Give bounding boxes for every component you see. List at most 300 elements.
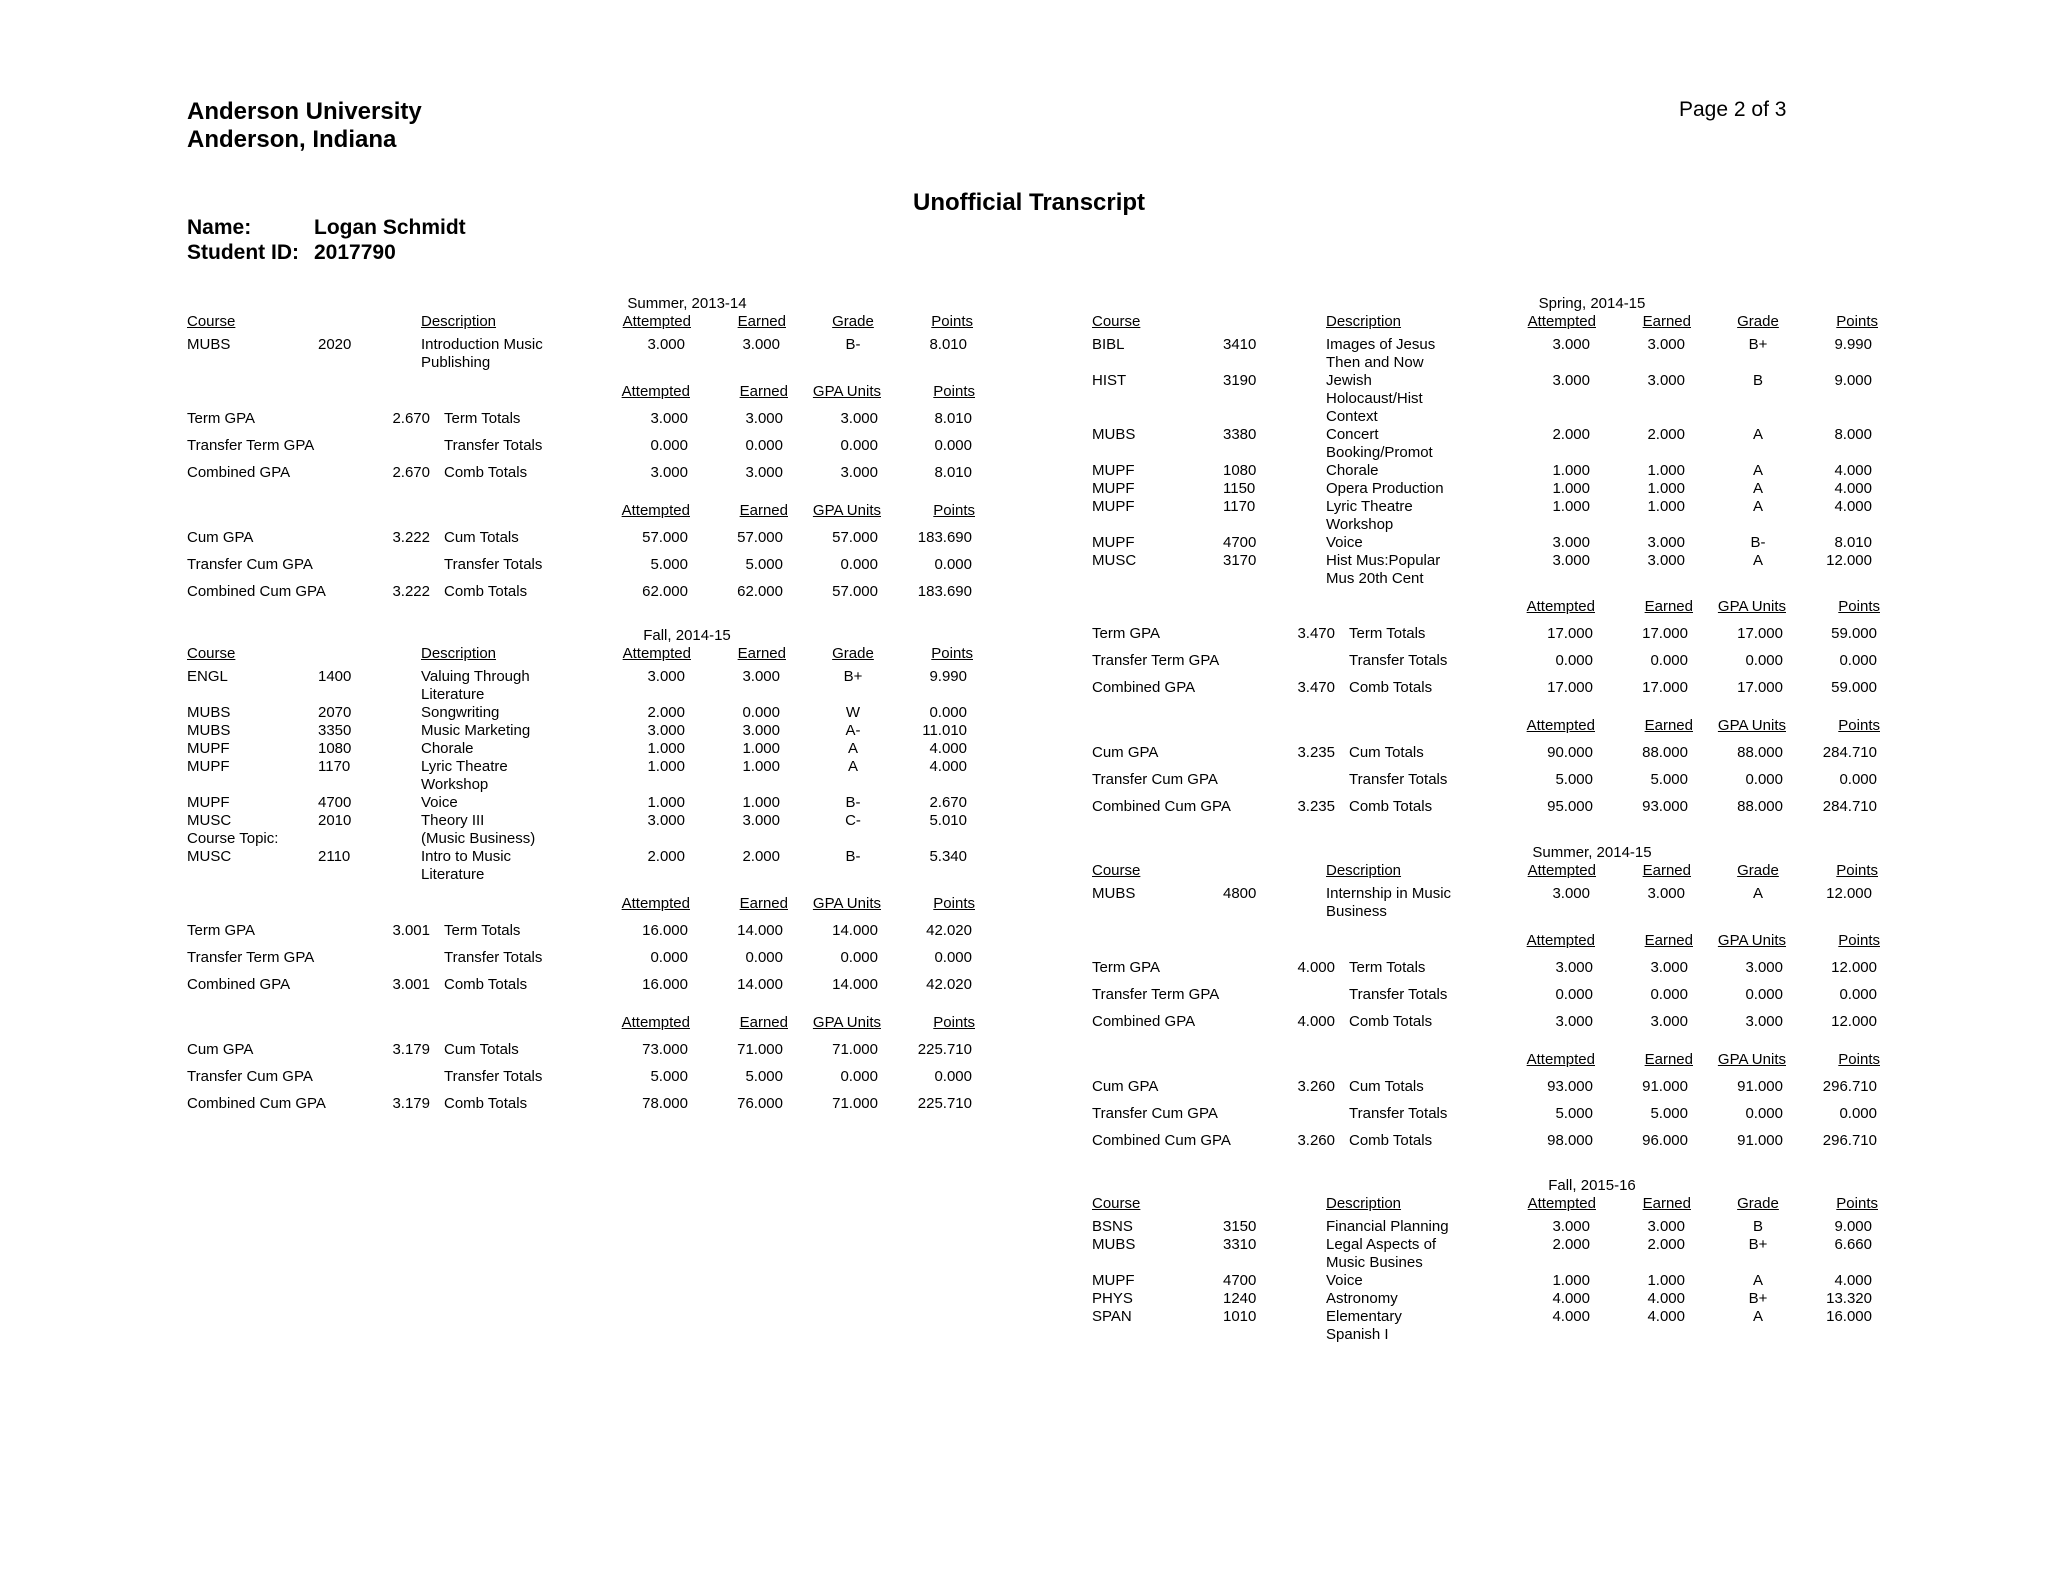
totals-points: 284.710: [1822, 798, 1877, 815]
totals-earned: 71.000: [737, 1041, 783, 1058]
gpa-row-label: Combined Cum GPA: [1092, 798, 1231, 815]
course-number: 1080: [318, 740, 352, 757]
course-subject: BSNS: [1092, 1218, 1133, 1235]
gpa-row-label: Cum GPA: [187, 1041, 254, 1058]
course-earned: 1.000: [1647, 1272, 1685, 1289]
gpa-value: 3.470: [1297, 625, 1335, 642]
gpa-row-label: Combined GPA: [1092, 679, 1196, 696]
sum-header-points: Points: [1838, 717, 1880, 734]
course-grade: A: [847, 740, 858, 757]
totals-earned: 0.000: [745, 949, 783, 966]
sum-header-attempted: Attempted: [621, 383, 690, 400]
course-number: 1240: [1223, 1290, 1257, 1307]
course-points: 2.670: [929, 794, 967, 811]
gpa-value: 3.179: [392, 1041, 430, 1058]
totals-label: Cum Totals: [1349, 1078, 1424, 1095]
totals-label: Comb Totals: [444, 976, 528, 993]
course-number: 4700: [318, 794, 352, 811]
totals-attempted: 78.000: [642, 1095, 688, 1112]
totals-points: 8.010: [934, 464, 972, 481]
gpa-value: 3.235: [1297, 744, 1335, 761]
totals-earned: 57.000: [737, 529, 783, 546]
course-earned: 3.000: [1647, 534, 1685, 551]
course-earned: 3.000: [742, 812, 780, 829]
course-number: 3190: [1223, 372, 1257, 389]
sum-header-points: Points: [933, 502, 975, 519]
term-title: Summer, 2013-14: [627, 295, 747, 312]
student-id: 2017790: [314, 241, 396, 264]
course-subject: MUPF: [187, 740, 230, 757]
totals-attempted: 3.000: [650, 410, 688, 427]
totals-label: Term Totals: [1349, 625, 1426, 642]
course-grade: A: [1752, 480, 1763, 497]
totals-points: 12.000: [1831, 959, 1877, 976]
col-header-description: Description: [421, 313, 497, 330]
gpa-value: 3.179: [392, 1095, 430, 1112]
totals-label: Comb Totals: [444, 1095, 528, 1112]
course-points: 4.000: [1834, 498, 1872, 515]
totals-earned: 14.000: [737, 922, 783, 939]
course-subject: BIBL: [1092, 336, 1125, 353]
course-subject: ENGL: [187, 668, 228, 685]
sum-header-attempted: Attempted: [1526, 1051, 1595, 1068]
col-header-earned: Earned: [737, 313, 786, 330]
totals-gpa-units: 71.000: [832, 1041, 878, 1058]
course-points: 8.000: [1834, 426, 1872, 443]
col-header-description: Description: [421, 645, 497, 662]
totals-attempted: 16.000: [642, 922, 688, 939]
course-grade: B-: [845, 848, 861, 865]
course-points: 9.990: [1834, 336, 1872, 353]
course-points: 8.010: [929, 336, 967, 353]
gpa-value: 4.000: [1297, 959, 1335, 976]
totals-gpa-units: 3.000: [1745, 1013, 1783, 1030]
totals-points: 42.020: [926, 976, 972, 993]
totals-attempted: 57.000: [642, 529, 688, 546]
course-number: 3410: [1223, 336, 1257, 353]
course-earned: 1.000: [1647, 498, 1685, 515]
course-description: Intro to Music Literature: [421, 848, 512, 883]
totals-earned: 17.000: [1642, 625, 1688, 642]
totals-label: Transfer Totals: [444, 1068, 543, 1085]
totals-gpa-units: 57.000: [832, 583, 878, 600]
gpa-row-label: Combined Cum GPA: [187, 583, 326, 600]
col-header-points: Points: [1836, 862, 1878, 879]
totals-attempted: 5.000: [650, 1068, 688, 1085]
course-attempted: 3.000: [1552, 336, 1590, 353]
totals-gpa-units: 0.000: [840, 1068, 878, 1085]
course-subject: MUPF: [1092, 1272, 1135, 1289]
course-points: 8.010: [1834, 534, 1872, 551]
course-grade: B-: [845, 336, 861, 353]
course-grade: B+: [1748, 1236, 1768, 1253]
totals-points: 225.710: [917, 1041, 972, 1058]
course-attempted: 3.000: [647, 812, 685, 829]
totals-points: 8.010: [934, 410, 972, 427]
course-points: 11.010: [922, 722, 967, 739]
sum-header-points: Points: [1838, 1051, 1880, 1068]
document-title: Unofficial Transcript: [913, 189, 1146, 216]
course-subject: MUSC: [1092, 552, 1137, 569]
totals-earned: 5.000: [745, 1068, 783, 1085]
col-header-earned: Earned: [737, 645, 786, 662]
course-points: 4.000: [1834, 462, 1872, 479]
totals-points: 0.000: [934, 1068, 972, 1085]
col-header-points: Points: [1836, 313, 1878, 330]
totals-label: Comb Totals: [1349, 1013, 1433, 1030]
totals-attempted: 5.000: [1555, 1105, 1593, 1122]
course-subject: SPAN: [1092, 1308, 1132, 1325]
totals-earned: 14.000: [737, 976, 783, 993]
course-points: 0.000: [929, 704, 967, 721]
gpa-row-label: Term GPA: [187, 922, 256, 939]
course-number: 2010: [318, 812, 352, 829]
col-header-course: Course: [1092, 862, 1141, 879]
course-attempted: 1.000: [1552, 462, 1590, 479]
totals-label: Cum Totals: [444, 529, 519, 546]
course-grade: A: [847, 758, 858, 775]
sum-header-gpa-units: GPA Units: [1717, 598, 1786, 615]
totals-attempted: 98.000: [1547, 1132, 1593, 1149]
sum-header-attempted: Attempted: [1526, 717, 1595, 734]
course-attempted: 3.000: [647, 668, 685, 685]
student-name: Logan Schmidt: [314, 216, 466, 239]
course-grade: B-: [845, 794, 861, 811]
col-header-course: Course: [1092, 1195, 1141, 1212]
totals-points: 0.000: [1839, 1105, 1877, 1122]
course-description: Chorale: [1326, 462, 1379, 479]
term-title: Summer, 2014-15: [1532, 844, 1652, 861]
totals-attempted: 90.000: [1547, 744, 1593, 761]
totals-points: 59.000: [1831, 679, 1877, 696]
course-number: 1170: [1223, 498, 1256, 515]
sum-header-gpa-units: GPA Units: [1717, 717, 1786, 734]
totals-gpa-units: 17.000: [1737, 679, 1783, 696]
course-earned: 3.000: [1647, 336, 1685, 353]
course-description: Music Marketing: [421, 722, 531, 739]
totals-earned: 3.000: [745, 410, 783, 427]
totals-label: Comb Totals: [1349, 679, 1433, 696]
course-description: Legal Aspects of Music Busines: [1326, 1236, 1437, 1271]
col-header-grade: Grade: [1737, 313, 1779, 330]
totals-attempted: 3.000: [1555, 1013, 1593, 1030]
course-attempted: 1.000: [647, 758, 685, 775]
totals-points: 225.710: [917, 1095, 972, 1112]
term-title: Spring, 2014-15: [1538, 295, 1646, 312]
course-earned: 3.000: [1647, 372, 1685, 389]
totals-earned: 0.000: [1650, 986, 1688, 1003]
course-attempted: 1.000: [1552, 498, 1590, 515]
course-attempted: 3.000: [1552, 1218, 1590, 1235]
course-subject: MUBS: [187, 704, 231, 721]
col-header-description: Description: [1326, 1195, 1402, 1212]
course-grade: B+: [843, 668, 863, 685]
course-grade: A: [1752, 498, 1763, 515]
gpa-row-label: Combined Cum GPA: [187, 1095, 326, 1112]
course-subject: MUPF: [1092, 480, 1135, 497]
course-earned: 2.000: [742, 848, 780, 865]
totals-gpa-units: 57.000: [832, 529, 878, 546]
totals-label: Transfer Totals: [1349, 771, 1448, 788]
sum-header-earned: Earned: [739, 502, 788, 519]
course-number: 3350: [318, 722, 352, 739]
sum-header-earned: Earned: [1644, 932, 1693, 949]
course-description: Internship in Music Business: [1326, 885, 1452, 920]
course-attempted: 1.000: [647, 794, 685, 811]
col-header-attempted: Attempted: [622, 645, 691, 662]
course-subject: MUPF: [187, 794, 230, 811]
course-earned: 1.000: [742, 758, 780, 775]
totals-label: Comb Totals: [444, 583, 528, 600]
totals-label: Transfer Totals: [444, 556, 543, 573]
course-attempted: 1.000: [647, 740, 685, 757]
course-description: Opera Production: [1326, 480, 1444, 497]
sum-header-gpa-units: GPA Units: [1717, 1051, 1786, 1068]
course-number: 1080: [1223, 462, 1257, 479]
totals-gpa-units: 17.000: [1737, 625, 1783, 642]
course-description: Chorale: [421, 740, 474, 757]
course-description: Voice: [1326, 534, 1363, 551]
course-earned: 3.000: [1647, 1218, 1685, 1235]
course-earned: 3.000: [1647, 552, 1685, 569]
gpa-value: 2.670: [392, 464, 430, 481]
course-points: 4.000: [929, 758, 967, 775]
course-earned: 3.000: [742, 668, 780, 685]
totals-earned: 5.000: [1650, 1105, 1688, 1122]
gpa-row-label: Transfer Cum GPA: [187, 556, 313, 573]
course-attempted: 2.000: [1552, 426, 1590, 443]
totals-label: Transfer Totals: [444, 437, 543, 454]
totals-points: 183.690: [917, 529, 972, 546]
course-number: 3150: [1223, 1218, 1257, 1235]
sum-header-points: Points: [933, 895, 975, 912]
gpa-row-label: Transfer Cum GPA: [187, 1068, 313, 1085]
institution-name: Anderson University: [187, 98, 422, 125]
col-header-earned: Earned: [1642, 862, 1691, 879]
sum-header-attempted: Attempted: [621, 895, 690, 912]
course-description: Valuing Through Literature: [421, 668, 530, 703]
totals-points: 0.000: [934, 949, 972, 966]
sum-header-earned: Earned: [739, 1014, 788, 1031]
totals-attempted: 5.000: [1555, 771, 1593, 788]
course-earned: 3.000: [742, 336, 780, 353]
course-number: 4800: [1223, 885, 1257, 902]
student-id-label: Student ID:: [187, 241, 299, 264]
totals-label: Transfer Totals: [1349, 986, 1448, 1003]
totals-earned: 3.000: [1650, 959, 1688, 976]
gpa-row-label: Transfer Term GPA: [187, 437, 315, 454]
course-description: Theory III: [421, 812, 485, 829]
course-earned: 1.000: [742, 794, 780, 811]
sum-header-earned: Earned: [739, 383, 788, 400]
totals-earned: 3.000: [1650, 1013, 1688, 1030]
col-header-grade: Grade: [832, 313, 874, 330]
course-earned: 4.000: [1647, 1308, 1685, 1325]
term-title: Fall, 2015-16: [1548, 1177, 1636, 1194]
course-description: Introduction Music Publishing: [421, 336, 543, 371]
course-number: 1010: [1223, 1308, 1257, 1325]
totals-gpa-units: 91.000: [1737, 1078, 1783, 1095]
totals-gpa-units: 3.000: [840, 464, 878, 481]
totals-earned: 91.000: [1642, 1078, 1688, 1095]
sum-header-gpa-units: GPA Units: [812, 895, 881, 912]
course-subject: MUBS: [187, 336, 231, 353]
course-points: 16.000: [1826, 1308, 1872, 1325]
course-attempted: 3.000: [1552, 885, 1590, 902]
course-grade: B: [1752, 1218, 1763, 1235]
sum-header-attempted: Attempted: [621, 1014, 690, 1031]
totals-points: 0.000: [1839, 986, 1877, 1003]
totals-label: Term Totals: [444, 410, 521, 427]
gpa-row-label: Transfer Term GPA: [187, 949, 315, 966]
gpa-row-label: Combined GPA: [187, 464, 291, 481]
course-subject: HIST: [1092, 372, 1127, 389]
course-number: 2020: [318, 336, 352, 353]
totals-points: 0.000: [934, 437, 972, 454]
totals-gpa-units: 3.000: [840, 410, 878, 427]
totals-gpa-units: 14.000: [832, 922, 878, 939]
course-points: 13.320: [1826, 1290, 1872, 1307]
course-grade: B+: [1748, 336, 1768, 353]
totals-attempted: 0.000: [650, 949, 688, 966]
course-attempted: 2.000: [647, 848, 685, 865]
course-points: 9.990: [929, 668, 967, 685]
totals-earned: 76.000: [737, 1095, 783, 1112]
course-points: 9.000: [1834, 372, 1872, 389]
sum-header-attempted: Attempted: [1526, 932, 1595, 949]
course-grade: A-: [845, 722, 861, 739]
totals-attempted: 5.000: [650, 556, 688, 573]
col-header-earned: Earned: [1642, 1195, 1691, 1212]
gpa-row-label: Transfer Cum GPA: [1092, 771, 1218, 788]
sum-header-gpa-units: GPA Units: [812, 502, 881, 519]
sum-header-earned: Earned: [739, 895, 788, 912]
totals-points: 0.000: [1839, 771, 1877, 788]
institution-location: Anderson, Indiana: [187, 126, 397, 153]
col-header-description: Description: [1326, 313, 1402, 330]
totals-earned: 0.000: [1650, 652, 1688, 669]
totals-attempted: 17.000: [1547, 679, 1593, 696]
course-attempted: 2.000: [647, 704, 685, 721]
totals-gpa-units: 3.000: [1745, 959, 1783, 976]
course-description: Concert Booking/Promot: [1326, 426, 1433, 461]
gpa-value: 3.260: [1297, 1078, 1335, 1095]
totals-points: 183.690: [917, 583, 972, 600]
gpa-value: 3.235: [1297, 798, 1335, 815]
gpa-row-label: Transfer Cum GPA: [1092, 1105, 1218, 1122]
course-description: Lyric Theatre Workshop: [1326, 498, 1413, 533]
totals-earned: 93.000: [1642, 798, 1688, 815]
sum-header-points: Points: [1838, 932, 1880, 949]
col-header-course: Course: [1092, 313, 1141, 330]
gpa-value: 3.470: [1297, 679, 1335, 696]
col-header-course: Course: [187, 313, 236, 330]
sum-header-points: Points: [933, 1014, 975, 1031]
totals-label: Cum Totals: [444, 1041, 519, 1058]
totals-earned: 3.000: [745, 464, 783, 481]
course-earned: 4.000: [1647, 1290, 1685, 1307]
totals-gpa-units: 88.000: [1737, 744, 1783, 761]
course-number: 1170: [318, 758, 351, 775]
col-header-grade: Grade: [832, 645, 874, 662]
course-subject: Course Topic:: [187, 830, 279, 847]
totals-label: Term Totals: [444, 922, 521, 939]
course-number: 1400: [318, 668, 352, 685]
totals-gpa-units: 0.000: [840, 437, 878, 454]
course-points: 4.000: [929, 740, 967, 757]
course-earned: 3.000: [742, 722, 780, 739]
gpa-row-label: Transfer Term GPA: [1092, 652, 1220, 669]
totals-gpa-units: 91.000: [1737, 1132, 1783, 1149]
course-earned: 1.000: [1647, 462, 1685, 479]
course-earned: 1.000: [742, 740, 780, 757]
course-earned: 3.000: [1647, 885, 1685, 902]
totals-points: 296.710: [1822, 1078, 1877, 1095]
totals-attempted: 0.000: [1555, 652, 1593, 669]
name-label: Name:: [187, 216, 252, 239]
sum-header-points: Points: [933, 383, 975, 400]
course-grade: W: [845, 704, 861, 721]
totals-attempted: 0.000: [1555, 986, 1593, 1003]
totals-gpa-units: 71.000: [832, 1095, 878, 1112]
gpa-row-label: Combined GPA: [187, 976, 291, 993]
course-description: Astronomy: [1326, 1290, 1398, 1307]
totals-attempted: 62.000: [642, 583, 688, 600]
course-points: 6.660: [1834, 1236, 1872, 1253]
totals-label: Comb Totals: [444, 464, 528, 481]
totals-earned: 5.000: [745, 556, 783, 573]
course-number: 4700: [1223, 1272, 1257, 1289]
course-grade: B+: [1748, 1290, 1768, 1307]
gpa-row-label: Cum GPA: [1092, 1078, 1159, 1095]
totals-gpa-units: 0.000: [840, 556, 878, 573]
totals-gpa-units: 0.000: [1745, 771, 1783, 788]
sum-header-earned: Earned: [1644, 717, 1693, 734]
course-number: 2110: [318, 848, 351, 865]
sum-header-gpa-units: GPA Units: [1717, 932, 1786, 949]
course-subject: MUSC: [187, 812, 232, 829]
course-number: 3380: [1223, 426, 1257, 443]
col-header-description: Description: [1326, 862, 1402, 879]
totals-earned: 0.000: [745, 437, 783, 454]
course-points: 5.010: [929, 812, 967, 829]
course-attempted: 3.000: [647, 336, 685, 353]
gpa-value: 2.670: [392, 410, 430, 427]
term-title: Fall, 2014-15: [643, 627, 731, 644]
course-description: Images of Jesus Then and Now: [1326, 336, 1436, 371]
col-header-grade: Grade: [1737, 862, 1779, 879]
totals-attempted: 3.000: [650, 464, 688, 481]
course-grade: A: [1752, 1272, 1763, 1289]
course-subject: MUPF: [187, 758, 230, 775]
course-points: 9.000: [1834, 1218, 1872, 1235]
course-points: 12.000: [1826, 885, 1872, 902]
course-description: Songwriting: [421, 704, 500, 721]
totals-earned: 96.000: [1642, 1132, 1688, 1149]
sum-header-attempted: Attempted: [621, 502, 690, 519]
sum-header-attempted: Attempted: [1526, 598, 1595, 615]
course-points: 4.000: [1834, 480, 1872, 497]
course-description: Voice: [421, 794, 458, 811]
col-header-course: Course: [187, 645, 236, 662]
totals-label: Comb Totals: [1349, 798, 1433, 815]
course-grade: A: [1752, 552, 1763, 569]
course-attempted: 1.000: [1552, 480, 1590, 497]
course-subject: MUBS: [1092, 426, 1136, 443]
totals-points: 12.000: [1831, 1013, 1877, 1030]
course-number: 3310: [1223, 1236, 1257, 1253]
course-description: Elementary Spanish I: [1326, 1308, 1402, 1343]
